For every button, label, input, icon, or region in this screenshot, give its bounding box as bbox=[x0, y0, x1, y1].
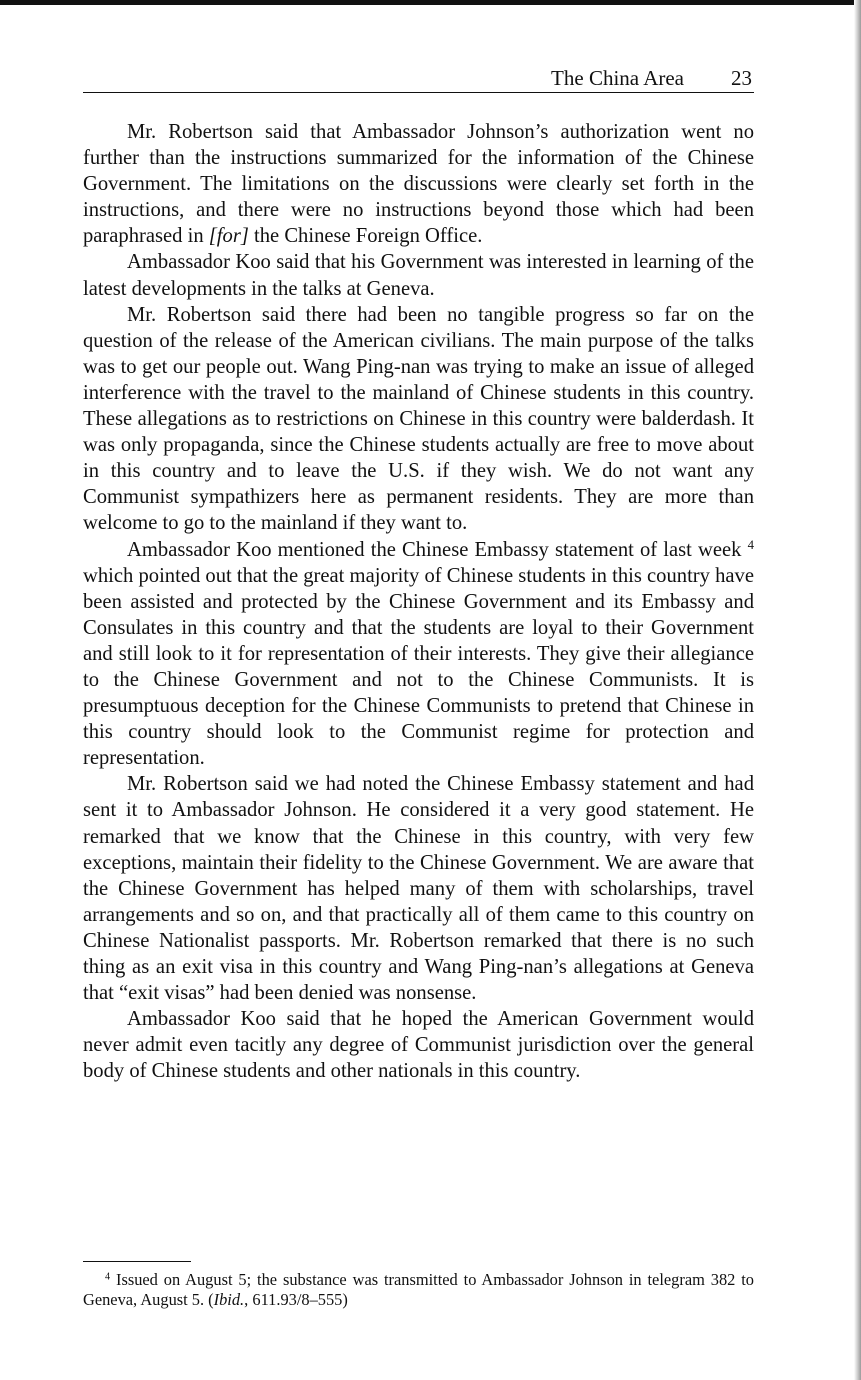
paragraph-1-text-end: the Chinese Foreign Office. bbox=[248, 225, 483, 248]
footnote-text: Issued on August 5; the substance was transmitted to Ambassador Johnson in telegram 382 to Geneva, August 5. ( bbox=[83, 1270, 754, 1309]
paragraph-5: Mr. Robertson said we had noted the Chinese Embassy statement and had sent it to Ambassador Johnson. He considered it a very good statement. He remarked that we know that the Chinese in this country, with very few exceptions, maintain their fidelity to the Chinese Government. We are aware that the Chinese Government has helped many of them with scholarships, travel arrangements and so on, and that practically all of them came to this country on Chinese Nationalist passports. Mr. Robertson remarked that there is no such thing as an exit visa in this country and Wang Ping-nan’s allegations at Geneva that “exit visas” had been denied was nonsense. bbox=[83, 773, 754, 1005]
footnote-ibid: Ibid. bbox=[213, 1290, 245, 1309]
footnote-reference: 4 bbox=[747, 537, 754, 552]
page-top-edge bbox=[0, 0, 861, 5]
running-head bbox=[83, 64, 754, 93]
footnote-number: 4 bbox=[105, 1271, 111, 1283]
paragraph-4-text-end: which pointed out that the great majority of Chinese students in this country have been assisted and protected by the Chinese Government and its Embassy and Consulates in this country and that the students are loyal to their Government and still look to it for representation of their interests. They give their allegiance to the Chinese Government and not to the Chinese Communists. It is presumptuous deception for the Chinese Communists to pretend that Chinese in this country should look to the Communist regime for protection and representation. bbox=[83, 564, 754, 770]
paragraph-1 bbox=[83, 119, 754, 249]
paragraph-1-text: Mr. Robertson said that Ambassador Johnson’s authorization went no further than the instructions summarized for the information of the Chinese Government. The limitations on the discussions were clearly set forth in the instructions, and there were no instructions beyond those which had been paraphrased in bbox=[83, 121, 754, 248]
footnote-divider bbox=[83, 1261, 191, 1262]
page-binding-edge bbox=[854, 0, 861, 1380]
paragraph-4-text: Ambassador Koo mentioned the Chinese Embassy statement of last week bbox=[127, 538, 748, 561]
paragraph-6: Ambassador Koo said that he hoped the American Government would never admit even tacitly any degree of Communist jurisdiction over the general body of Chinese students and other nationals in this country. bbox=[83, 1008, 754, 1083]
editorial-insertion: [for] bbox=[208, 225, 249, 248]
footnote-text-end: , 611.93/8–555) bbox=[244, 1290, 348, 1309]
running-head-title: The China Area bbox=[551, 66, 684, 90]
paragraph-3: Mr. Robertson said there had been no tangible progress so far on the question of the release of the American civilians. The main purpose of the talks was to get our people out. Wang Ping-nan was trying to make an issue of alleged interference with the travel to the mainland of Chinese students in this country. These allegations as to restrictions on Chinese in this country were balderdash. It was only propaganda, since the Chinese students actually are free to move about in this country and to leave the U.S. if they wish. We do not want any Communist sympathizers here as permanent residents. They are more than welcome to go to the mainland if they want to. bbox=[83, 303, 754, 535]
body-text bbox=[83, 119, 754, 1084]
page-number: 23 bbox=[731, 66, 752, 90]
footnote bbox=[83, 1270, 754, 1310]
paragraph-2: Ambassador Koo said that his Government was interested in learning of the latest developments in the talks at Geneva. bbox=[83, 251, 754, 300]
paragraph-4 bbox=[83, 537, 754, 772]
